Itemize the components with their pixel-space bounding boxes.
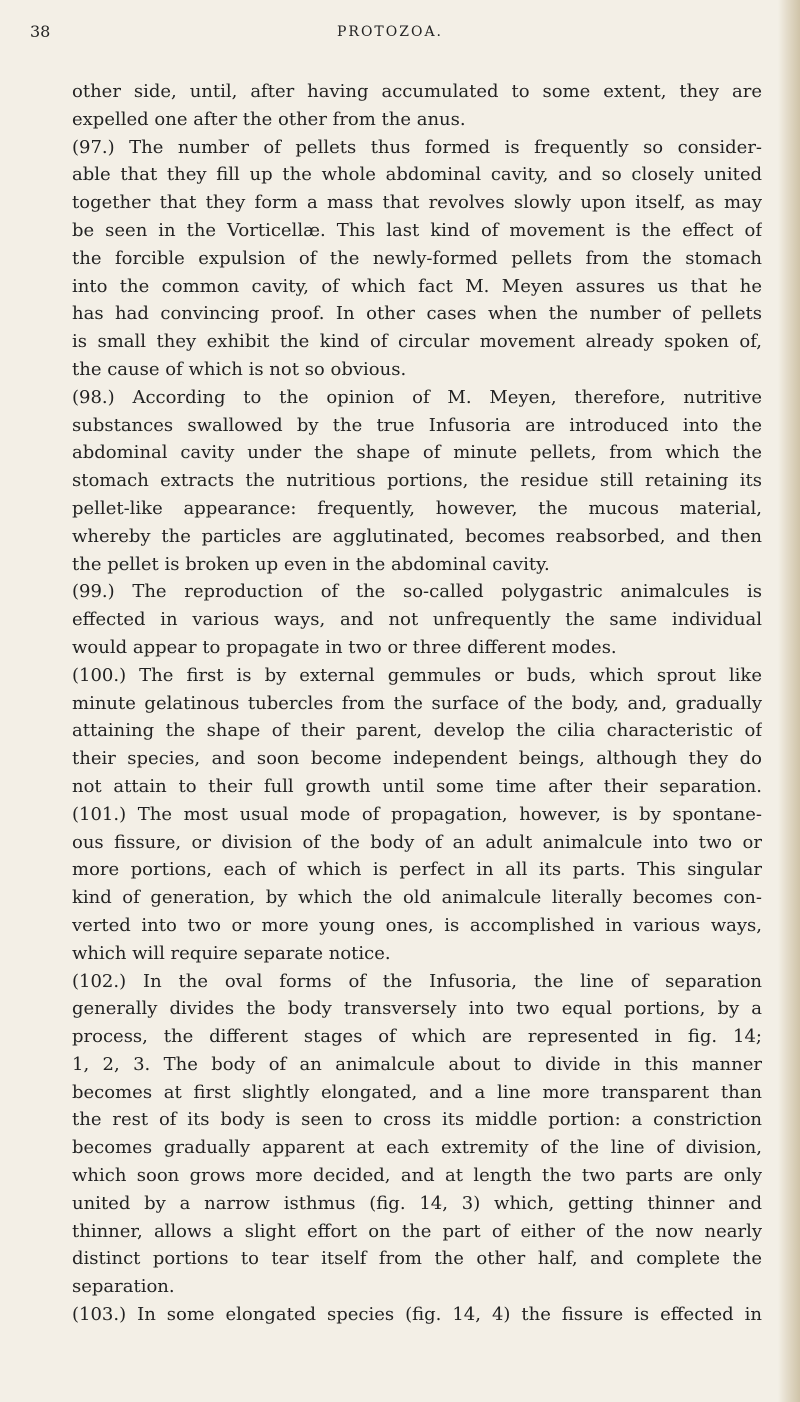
- text-line: other side, until, after having accumulated to some extent, they are: [72, 81, 762, 102]
- text-line: the rest of its body is seen to cross its middle portion: a constriction: [72, 1109, 762, 1131]
- text-line: which will require separate notice.: [72, 942, 391, 964]
- text-line: becomes gradually apparent at each extremity of the line of division,: [72, 1137, 762, 1159]
- text-line: pellet-like appearance: frequently, however, the mucous material,: [72, 497, 762, 519]
- text-line: is small they exhibit the kind of circular movement already spoken of,: [72, 331, 762, 353]
- text-line: would appear to propagate in two or three different modes.: [72, 636, 617, 658]
- text-line: (103.) In some elongated species (fig. 14, 4) the fissure is effected in: [72, 1304, 762, 1326]
- text-line: which soon grows more decided, and at length the two parts are only: [72, 1165, 762, 1187]
- text-line: 1, 2, 3. The body of an animalcule about to divide in this manner: [72, 1053, 762, 1075]
- page-edge-shadow: [778, 0, 800, 1402]
- text-line: the cause of which is not so obvious.: [72, 358, 407, 380]
- text-line: together that they form a mass that revolves slowly upon itself, as may: [72, 192, 762, 214]
- body-text: [72, 78, 762, 1329]
- text-line: kind of generation, by which the old animalcule literally becomes con-: [72, 887, 762, 909]
- running-head: PROTOZOA.: [336, 24, 444, 40]
- text-line: distinct portions to tear itself from the other half, and complete the: [72, 1248, 762, 1270]
- text-line: separation.: [72, 1276, 175, 1298]
- text-line: able that they fill up the whole abdominal cavity, and so closely united: [72, 164, 762, 186]
- text-line: (101.) The most usual mode of propagation, however, is by spontane-: [72, 803, 762, 825]
- page-header: [0, 22, 780, 48]
- text-line: (100.) The first is by external gemmules or buds, which sprout like: [72, 664, 762, 686]
- page-number: 38: [30, 22, 51, 41]
- text-line: abdominal cavity under the shape of minute pellets, from which the: [72, 442, 762, 464]
- text-line: the pellet is broken up even in the abdominal cavity.: [72, 553, 550, 575]
- text-line: minute gelatinous tubercles from the surface of the body, and, gradually: [72, 692, 762, 714]
- text-line: has had convincing proof. In other cases when the number of pellets: [72, 303, 762, 325]
- text-line: not attain to their full growth until some time after their separation.: [72, 775, 762, 797]
- text-line: united by a narrow isthmus (fig. 14, 3) which, getting thinner and: [72, 1192, 762, 1214]
- text-line: verted into two or more young ones, is accomplished in various ways,: [72, 914, 762, 936]
- text-line: substances swallowed by the true Infusoria are introduced into the: [72, 414, 762, 436]
- text-line: stomach extracts the nutritious portions, the residue still retaining its: [72, 470, 762, 492]
- text-line: be seen in the Vorticellæ. This last kind of movement is the effect of: [72, 219, 762, 241]
- text-line: generally divides the body transversely into two equal portions, by a: [72, 998, 762, 1020]
- text-line: (99.) The reproduction of the so-called polygastric animalcules is: [72, 581, 762, 603]
- text-line: expelled one after the other from the anus.: [72, 108, 466, 130]
- text-line: ous fissure, or division of the body of an adult animalcule into two or: [72, 831, 762, 853]
- text-line: attaining the shape of their parent, develop the cilia characteristic of: [72, 720, 762, 742]
- text-line: process, the different stages of which are represented in fig. 14;: [72, 1026, 762, 1048]
- text-line: into the common cavity, of which fact M. Meyen assures us that he: [72, 275, 762, 297]
- text-line: thinner, allows a slight effort on the part of either of the now nearly: [72, 1220, 762, 1242]
- text-line: becomes at first slightly elongated, and a line more transparent than: [72, 1081, 762, 1103]
- text-line: the forcible expulsion of the newly-formed pellets from the stomach: [72, 247, 762, 269]
- text-line: (102.) In the oval forms of the Infusoria, the line of separation: [72, 970, 762, 992]
- text-line: (98.) According to the opinion of M. Meyen, therefore, nutritive: [72, 386, 762, 408]
- text-line: their species, and soon become independent beings, although they do: [72, 748, 762, 770]
- text-line: effected in various ways, and not unfrequently the same individual: [72, 609, 762, 631]
- text-line: whereby the particles are agglutinated, becomes reabsorbed, and then: [72, 525, 762, 547]
- text-line: more portions, each of which is perfect in all its parts. This singular: [72, 859, 762, 881]
- text-line: (97.) The number of pellets thus formed is frequently so consider-: [72, 136, 762, 158]
